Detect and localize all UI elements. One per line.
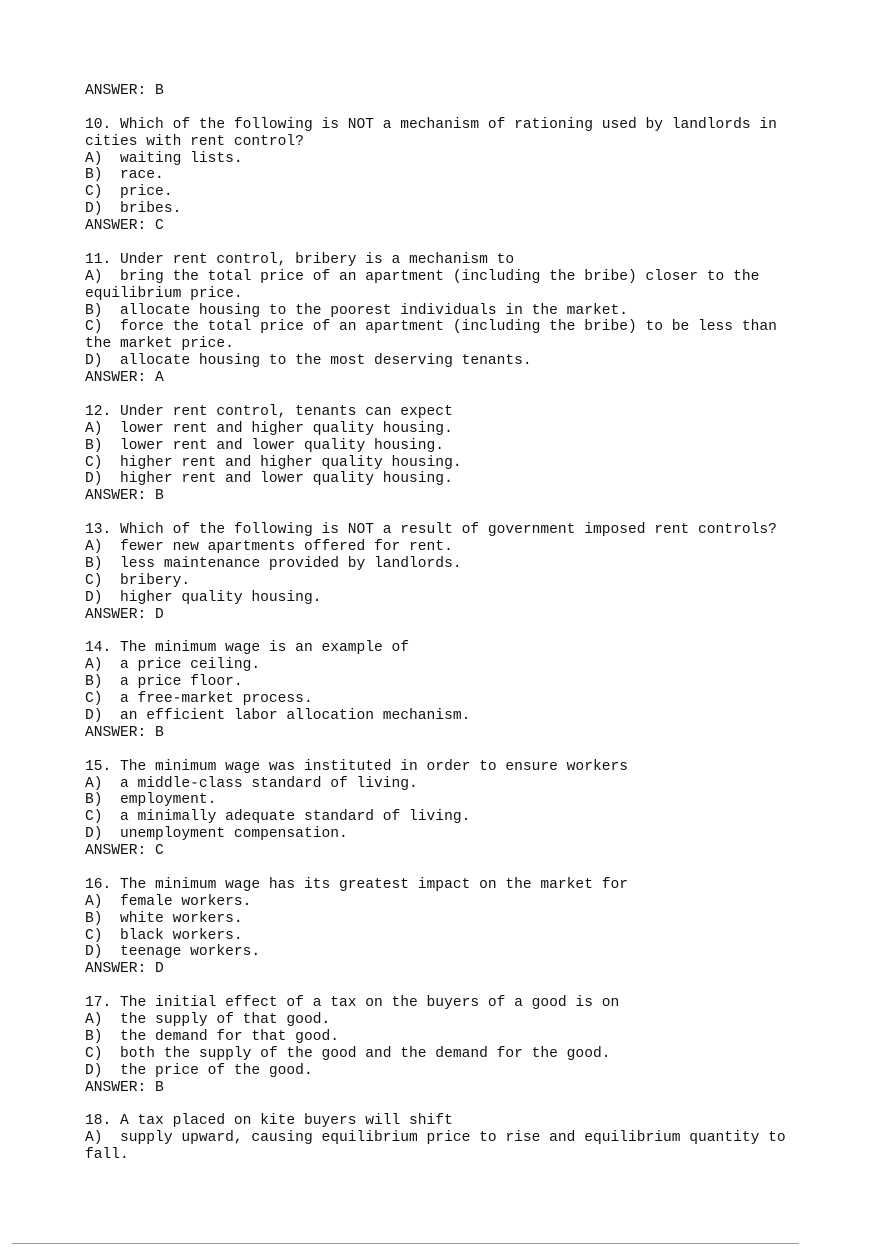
answer-line: ANSWER: B [85, 83, 164, 99]
answer-option: B) lower rent and lower quality housing. [85, 437, 445, 454]
question-block [85, 759, 805, 860]
question-block [85, 522, 805, 623]
answer-option: A) supply upward, causing equilibrium price to rise and equilibrium quantity to [85, 1130, 786, 1147]
answer-line: ANSWER: D [85, 961, 164, 978]
answer-option: D) bribes. [85, 201, 182, 218]
question-block [85, 252, 805, 387]
answer-option: B) allocate housing to the poorest individuals in the market. [85, 302, 628, 319]
answer-line: ANSWER: B [85, 1079, 164, 1096]
question-text: cities with rent control? [85, 133, 304, 150]
answer-option: A) fewer new apartments offered for rent. [85, 539, 453, 556]
answer-option: A) bring the total price of an apartment (including the bribe) closer to the [85, 268, 760, 285]
answer-line: ANSWER: A [85, 370, 164, 387]
answer-option: A) a price ceiling. [85, 657, 261, 674]
question-text: 14. The minimum wage is an example of [85, 640, 410, 657]
answer-option: C) both the supply of the good and the demand for the good. [85, 1045, 611, 1062]
answer-line: ANSWER: B [85, 724, 164, 741]
answer-option: C) black workers. [85, 927, 243, 944]
answer-option: A) a middle-class standard of living. [85, 775, 418, 792]
answer-option: B) white workers. [85, 910, 243, 927]
question-text: 11. Under rent control, bribery is a mechanism to [85, 251, 515, 268]
question-block [85, 877, 805, 978]
answer-option: C) a free-market process. [85, 691, 313, 708]
question-text: 13. Which of the following is NOT a result of government imposed rent controls? [85, 522, 777, 539]
question-text: 17. The initial effect of a tax on the buyers of a good is on [85, 995, 620, 1012]
answer-option: C) bribery. [85, 572, 191, 589]
answer-option: C) a minimally adequate standard of living. [85, 809, 471, 826]
answer-option: D) the price of the good. [85, 1062, 313, 1079]
answer-option: D) unemployment compensation. [85, 826, 348, 843]
answer-option: A) female workers. [85, 893, 252, 910]
question-text: 18. A tax placed on kite buyers will shift [85, 1113, 453, 1130]
answer-option: A) the supply of that good. [85, 1011, 331, 1028]
answer-line: ANSWER: C [85, 843, 164, 860]
question-block [85, 1113, 805, 1164]
answer-option: A) lower rent and higher quality housing. [85, 420, 453, 437]
question-text: 15. The minimum wage was instituted in order to ensure workers [85, 758, 628, 775]
answer-option: fall. [85, 1147, 129, 1164]
answer-option: equilibrium price. [85, 285, 243, 302]
answer-option: B) race. [85, 167, 164, 184]
answer-line: ANSWER: C [85, 218, 164, 235]
answer-option: B) the demand for that good. [85, 1028, 339, 1045]
answer-option: C) price. [85, 184, 173, 201]
answer-line: ANSWER: B [85, 488, 164, 505]
answer-option: C) force the total price of an apartment (including the bribe) to be less than [85, 319, 777, 336]
answer-option: B) less maintenance provided by landlords. [85, 555, 462, 572]
answer-option: D) higher quality housing. [85, 589, 322, 606]
answer-option: D) higher rent and lower quality housing. [85, 471, 453, 488]
question-list [85, 83, 805, 1164]
answer-line: ANSWER: D [85, 606, 164, 623]
footer-divider [12, 1243, 799, 1244]
answer-option: B) employment. [85, 792, 217, 809]
answer-option: D) an efficient labor allocation mechanism. [85, 707, 471, 724]
answer-option: B) a price floor. [85, 674, 243, 691]
question-text: 16. The minimum wage has its greatest impact on the market for [85, 876, 628, 893]
question-block [85, 640, 805, 741]
answer-option: the market price. [85, 336, 234, 353]
answer-option: D) allocate housing to the most deserving tenants. [85, 353, 532, 370]
question-text: 12. Under rent control, tenants can expect [85, 403, 453, 420]
answer-option: C) higher rent and higher quality housing. [85, 454, 462, 471]
question-block [85, 117, 805, 235]
answer-option: A) waiting lists. [85, 150, 243, 167]
question-block [85, 995, 805, 1096]
question-text: 10. Which of the following is NOT a mechanism of rationing used by landlords in [85, 116, 777, 133]
answer-option: D) teenage workers. [85, 944, 261, 961]
question-block [85, 404, 805, 505]
